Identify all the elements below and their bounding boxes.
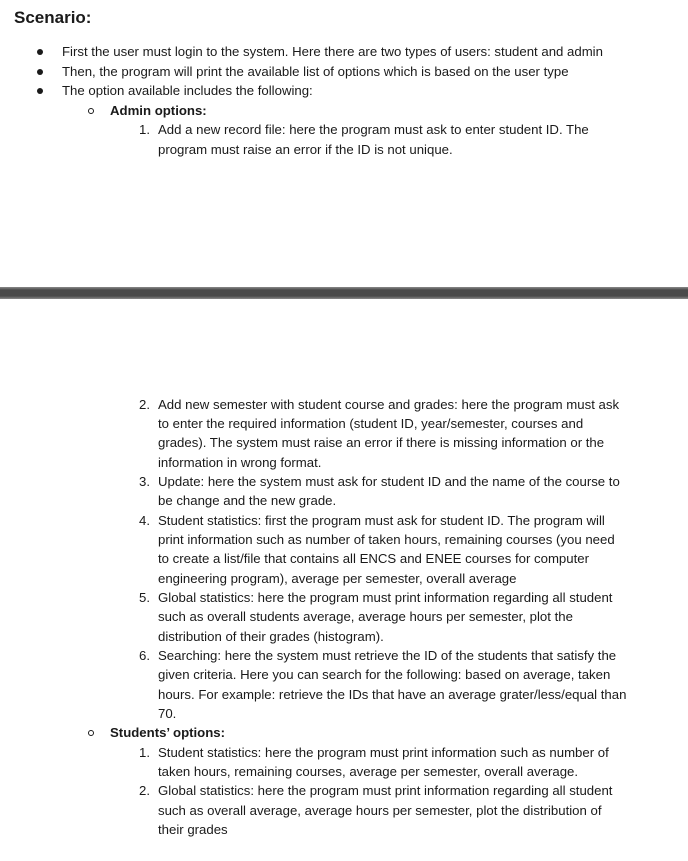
item-number: 2. <box>139 783 150 798</box>
item-line: Add a new record file: here the program must ask to enter student ID. The <box>158 122 589 137</box>
item-number: 1. <box>139 745 150 760</box>
bullet-marker <box>37 69 43 75</box>
item-line: engineering program), average per semester, overall average <box>158 571 517 586</box>
item-line: taken hours, remaining courses, average per semester, overall average. <box>158 764 579 779</box>
bullet-text: First the user must login to the system. Here there are two types of users: student and admin <box>62 44 603 59</box>
item-line: hours. For example: retrieve the IDs that have an average grater/less/equal than <box>158 687 627 702</box>
item-line: information in wrong format. <box>158 455 322 470</box>
page-break-divider <box>0 287 688 299</box>
page-title: Scenario: <box>14 8 92 27</box>
item-line: to create a list/file that contains all ENCS and ENEE courses for computer <box>158 551 589 566</box>
item-line: grades). The system must raise an error if there is missing information or the <box>158 435 605 450</box>
item-line: such as overall average, average hours per semester, plot the distribution of <box>158 803 602 818</box>
item-line: 70. <box>158 706 177 721</box>
item-line: to enter the required information (student ID, year/semester, courses and <box>158 416 584 431</box>
item-number: 1. <box>139 122 150 137</box>
item-line: program must raise an error if the ID is not unique. <box>158 142 453 157</box>
item-line: Global statistics: here the program must print information regarding all student <box>158 590 613 605</box>
bullet-text: Then, the program will print the available list of options which is based on the user type <box>62 64 569 79</box>
bullet-text: The option available includes the following: <box>62 83 313 98</box>
sub-bullet-marker <box>88 730 94 736</box>
sub-bullet-marker <box>88 108 94 114</box>
admin-options-heading: Admin options: <box>110 103 207 118</box>
item-number: 6. <box>139 648 150 663</box>
item-line: print information such as number of taken hours, remaining courses (you need <box>158 532 615 547</box>
students-options-heading: Students’ options: <box>110 725 226 740</box>
item-line: Student statistics: first the program must ask for student ID. The program will <box>158 513 605 528</box>
bullet-marker <box>37 49 43 55</box>
item-line: distribution of their grades (histogram). <box>158 629 384 644</box>
item-line: Global statistics: here the program must print information regarding all student <box>158 783 613 798</box>
item-line: such as overall students average, average hours per semester, plot the <box>158 609 573 624</box>
item-number: 5. <box>139 590 150 605</box>
item-line: given criteria. Here you can search for the following: based on average, taken <box>158 667 611 682</box>
item-number: 4. <box>139 513 150 528</box>
item-line: Add new semester with student course and grades: here the program must ask <box>158 397 620 412</box>
bullet-marker <box>37 88 43 94</box>
item-line: Searching: here the system must retrieve the ID of the students that satisfy the <box>158 648 617 663</box>
item-number: 2. <box>139 397 150 412</box>
item-number: 3. <box>139 474 150 489</box>
item-line: be change and the new grade. <box>158 493 337 508</box>
item-line: Student statistics: here the program must print information such as number of <box>158 745 609 760</box>
item-line: their grades <box>158 822 228 837</box>
item-line: Update: here the system must ask for student ID and the name of the course to <box>158 474 620 489</box>
